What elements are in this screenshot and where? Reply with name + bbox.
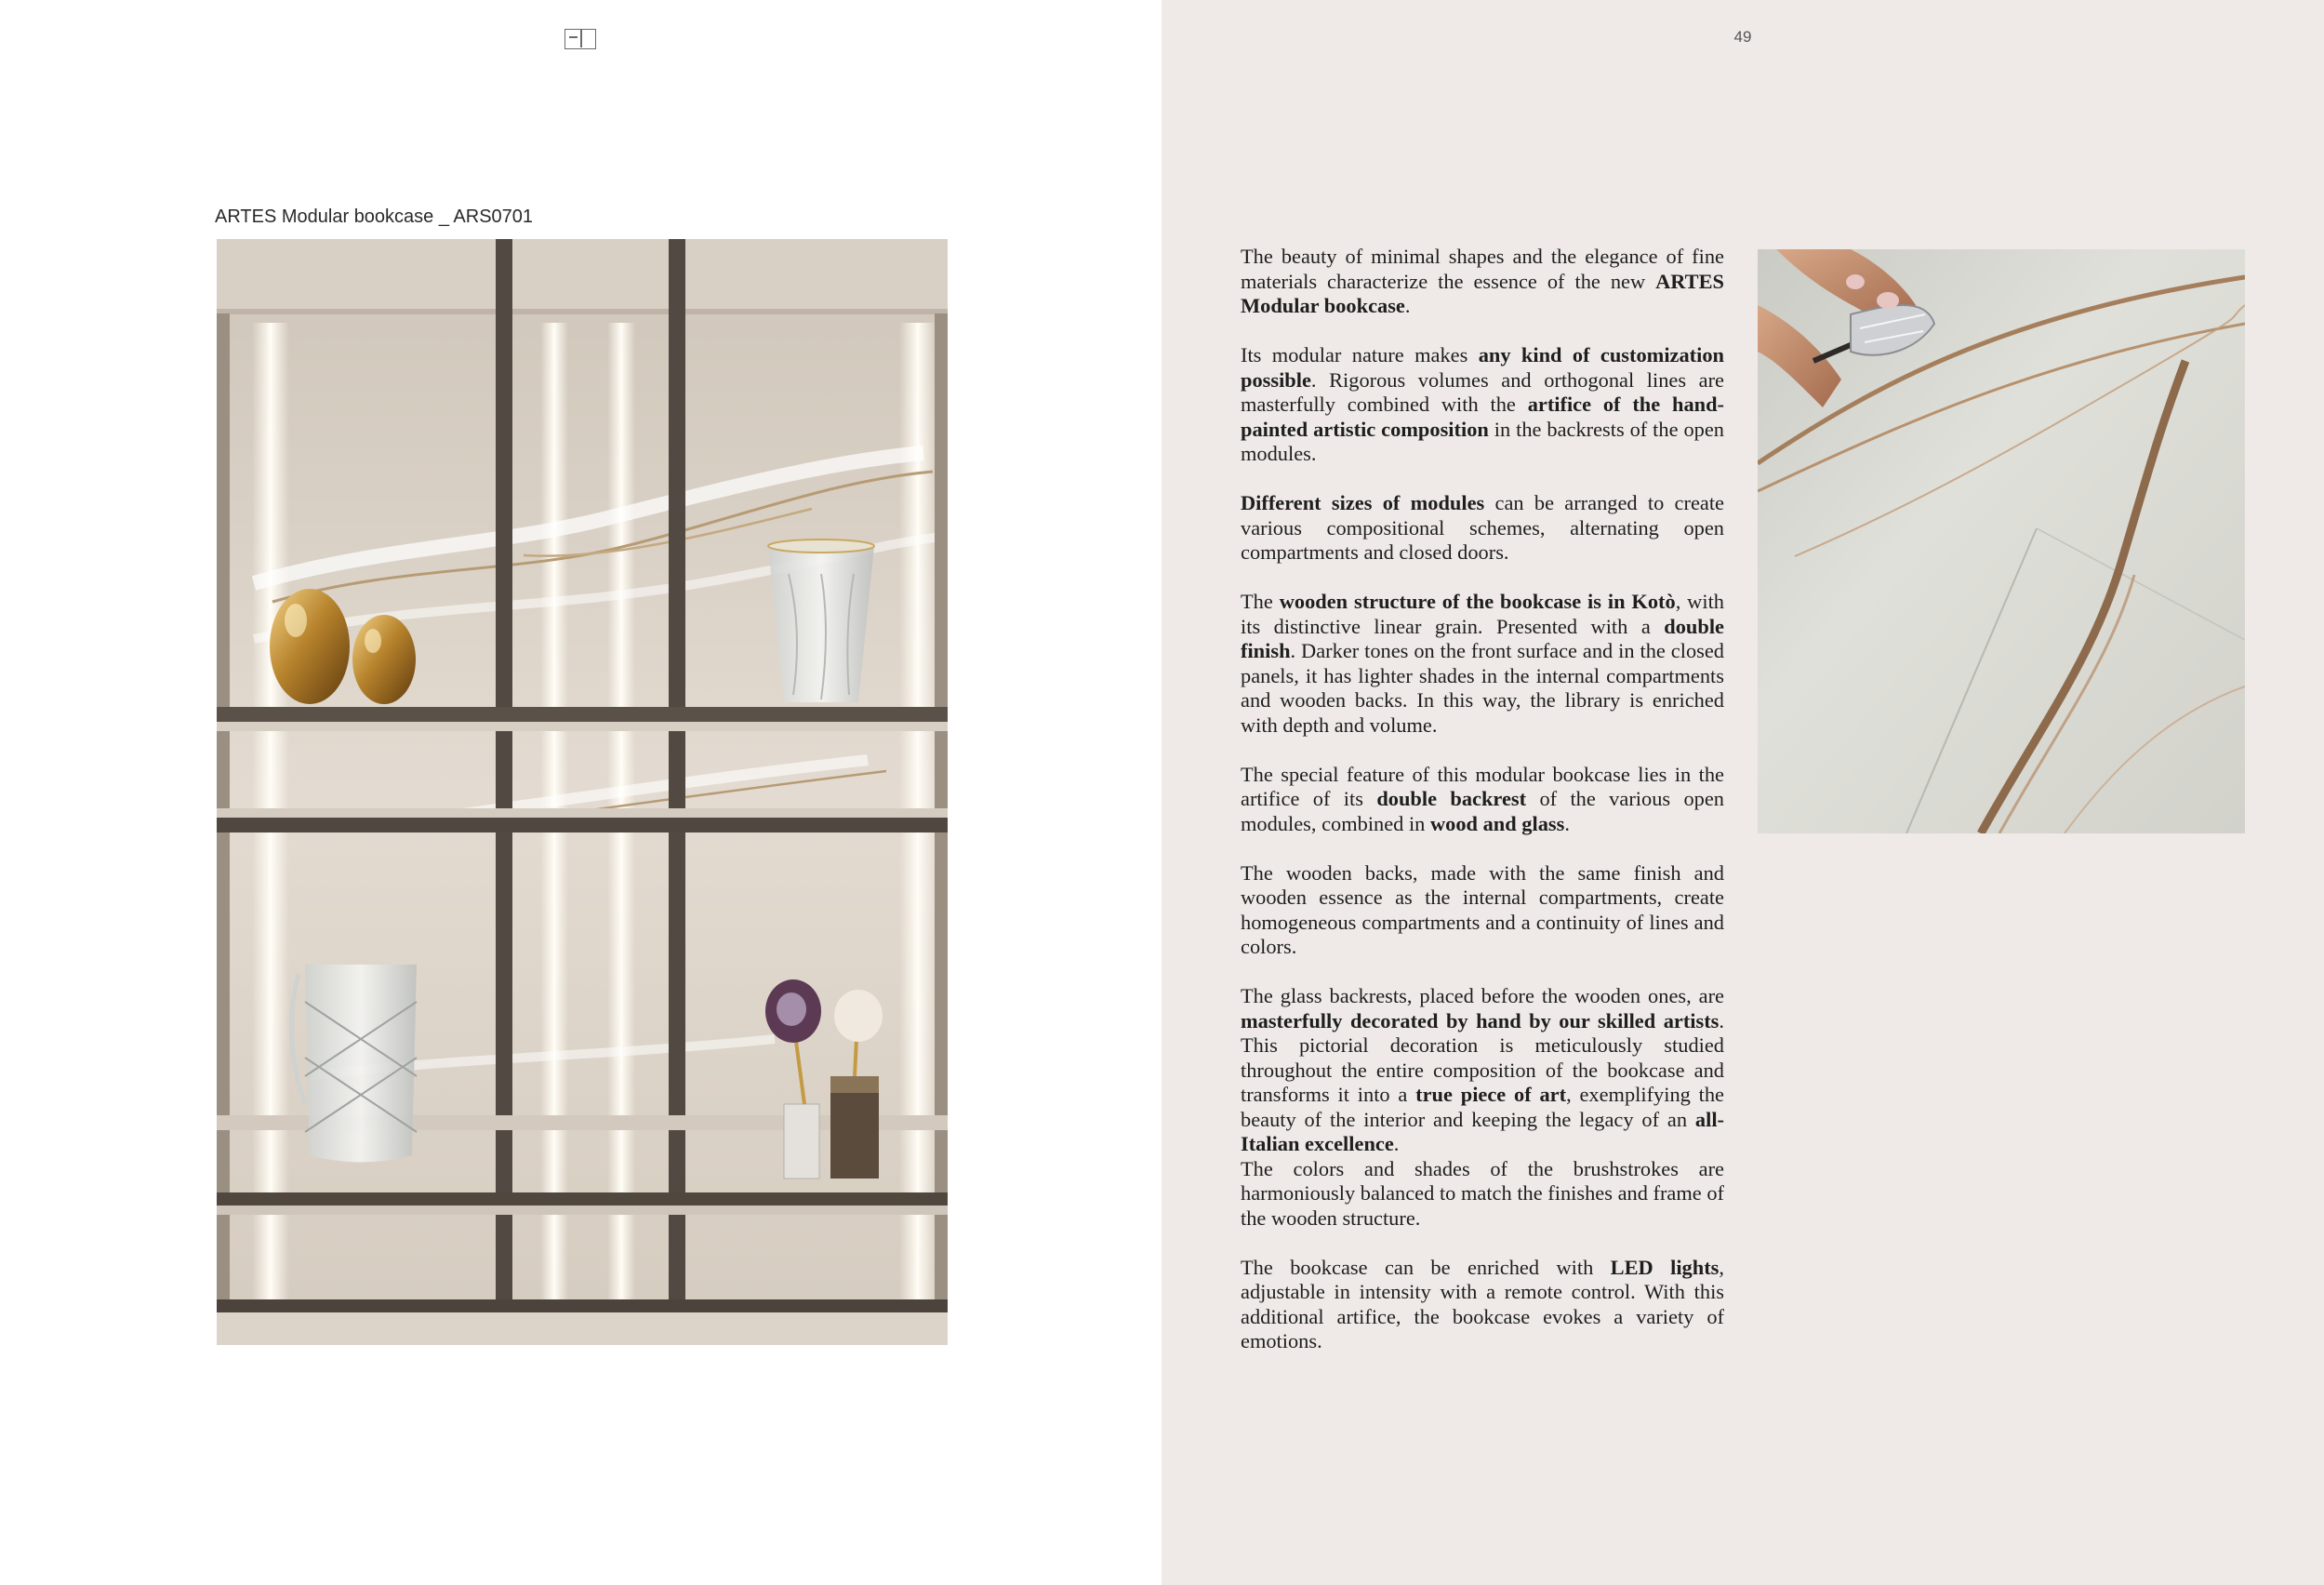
text-run: . (1404, 294, 1411, 317)
photo-caption: ARTES Modular bookcase _ ARS0701 (215, 206, 534, 227)
bold-phrase: double backrest (1376, 787, 1527, 810)
bold-phrase: any kind of customization possible (1241, 343, 1724, 392)
body-paragraph (1241, 343, 1724, 467)
bold-phrase: true piece of art (1415, 1083, 1567, 1106)
bold-phrase: artifice of the hand-painted artistic composition (1241, 393, 1724, 441)
brand-monogram-icon (564, 29, 596, 49)
hand-painting-marble-photo (1758, 249, 2245, 833)
text-run: of the various open modules, combined in (1241, 787, 1724, 835)
body-paragraph (1241, 861, 1724, 960)
text-run: The (1241, 590, 1280, 613)
text-run: , adjustable in intensity with a remote control. With this additional artifice, the bookcase evokes a variety of emotions. (1241, 1255, 1724, 1352)
bold-phrase: all-Italian excellence (1241, 1107, 1724, 1155)
bold-phrase: ARTES Modular bookcase (1241, 269, 1724, 317)
text-run: . This pictorial decoration is meticulously studied throughout the entire composition of the bookcase and transforms it into a (1241, 1008, 1724, 1106)
body-paragraph (1241, 984, 1724, 1157)
text-run: The bookcase can be enriched with (1241, 1255, 1611, 1279)
text-run: in the backrests of the open modules. (1241, 417, 1724, 465)
text-run: , with its distinctive linear grain. Presented with a (1241, 590, 1724, 638)
text-run: The beauty of minimal shapes and the elegance of fine materials characterize the essence of the new (1241, 245, 1724, 293)
body-paragraph (1241, 763, 1724, 837)
text-run: The wooden backs, made with the same finish and wooden essence as the internal compartments, create homogeneous compartments and a continuity of lines and colors. (1241, 860, 1724, 958)
bold-phrase: wood and glass (1429, 811, 1565, 835)
text-run: . (1564, 811, 1570, 835)
body-paragraph (1241, 491, 1724, 566)
text-run: can be arranged to create various compositional schemes, alternating open compartments and closed doors. (1241, 491, 1724, 564)
text-run: . Darker tones on the front surface and in the closed panels, it has lighter shades in the internal compartments and wooden backs. In this way, the library is enriched with depth and volume. (1241, 639, 1724, 737)
body-paragraph (1241, 1157, 1724, 1232)
bold-phrase: wooden structure of the bookcase is in Kotò (1279, 590, 1676, 613)
text-run: The glass backrests, placed before the wooden ones, are (1241, 984, 1724, 1007)
text-run: , exemplifying the beauty of the interior and keeping the legacy of an (1241, 1083, 1724, 1131)
bold-phrase: Different sizes of modules (1241, 491, 1485, 514)
body-paragraph (1241, 590, 1724, 738)
page-number: 49 (1733, 28, 1752, 46)
bookcase-photo (217, 239, 948, 1345)
text-run: The special feature of this modular bookcase lies in the artifice of its (1241, 762, 1724, 810)
bold-phrase: masterfully decorated by hand by our skilled artists (1241, 1008, 1720, 1032)
text-run: . (1393, 1132, 1400, 1155)
text-run: . Rigorous volumes and orthogonal lines are masterfully combined with the (1241, 367, 1724, 416)
body-paragraph (1241, 1256, 1724, 1354)
text-run: Its modular nature makes (1241, 343, 1479, 366)
text-run: The colors and shades of the brushstrokes are harmoniously balanced to match the finishes and frame of the wooden structure. (1241, 1156, 1724, 1230)
bold-phrase: LED lights (1610, 1255, 1720, 1279)
body-paragraph (1241, 245, 1724, 319)
body-text (1241, 245, 1724, 1379)
bold-phrase: double finish (1241, 614, 1724, 662)
